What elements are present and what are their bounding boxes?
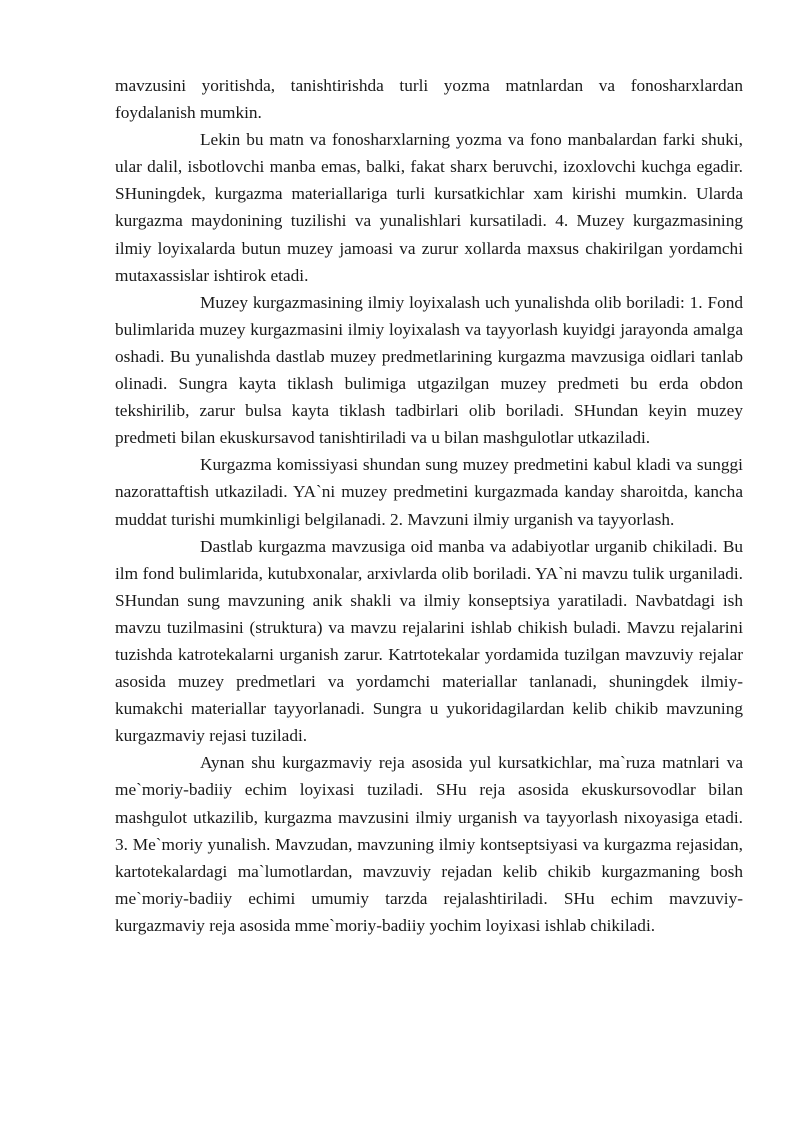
paragraph-3: Muzey kurgazmasining ilmiy loyixalash uch yunalishda olib boriladi: 1. Fond bulimlarida muzey kurgazmasini ilmiy loyixalash va tayyorlash kuyidgi jarayonda amalga oshadi. Bu yunalishda dastlab muzey predmetlarining kurgazma mavzusiga oidlari tanlab olinadi. Sungra kayta tiklash bulimiga utgazilgan muzey predmeti bu erda obdon tekshirilib, zarur bulsa kayta tiklash tadbirlari olib boriladi. SHundan keyin muzey predmeti bilan ekuskursavod tanishtiriladi va u bilan mashgulotlar utkaziladi. <box>115 292 743 448</box>
paragraph-2: Lekin bu matn va fonosharxlarning yozma va fono manbalardan farki shuki, ular dalil, isbotlovchi manba emas, balki, fakat sharx beruvchi, izoxlovchi kuchga egadir. SHuningdek, kurgazma materiallariga turli kursatkichlar xam kirishi mumkin. Ularda kurgazma maydonining tuzilishi va yunalishlari kursatiladi. 4. Muzey kurgazmasining ilmiy loyixalarda butun muzey jamoasi va zurur xollarda maxsus chakirilgan yordamchi mutaxassislar ishtirok etadi. <box>115 130 743 285</box>
paragraph-5: Dastlab kurgazma mavzusiga oid manba va adabiyotlar urganib chikiladi. Bu ilm fond bulimlarida, kutubxonalar, arxivlarda olib boriladi. YA`ni mavzu tulik urganiladi. SHundan sung mavzuning anik shakli va ilmiy konseptsiya yaratiladi. Navbatdagi ish mavzu tuzilmasini (struktura) va mavzu rejalarini ishlab chikish buladi. Mavzu rejalarini tuzishda katrotekalarni urganish zarur. Katrtotekalar yordamida tuzilgan mavzuviy rejalar asosida muzey predmetlari va yordamchi materiallar tanlanadi, shuningdek ilmiy-kumakchi materiallar tayyorlanadi. Sungra u yukoridagilardan kelib chikib mavzuning kurgazmaviy rejasi tuziladi. <box>115 536 743 746</box>
document-page <box>115 72 743 939</box>
paragraph-6: Aynan shu kurgazmaviy reja asosida yul kursatkichlar, ma`ruza matnlari va me`moriy-badiiy echim loyixasi tuziladi. SHu reja asosida ekuskursovodlar bilan mashgulot utkazilib, kurgazma mavzusini ilmiy urganish va tayyorlash nixoyasiga etadi. 3. Me`moriy yunalish. Mavzudan, mavzuning ilmiy kontseptsiyasi va kurgazma rejasidan, kartotekalardagi ma`lumotlardan, mavzuviy rejadan kelib chikib kurgazmaning bosh me`moriy-badiiy echimi umumiy tarzda rejalashtiriladi. SHu echim mavzuviy-kurgazmaviy reja asosida mme`moriy-badiiy yochim loyixasi ishlab chikiladi. <box>115 753 743 935</box>
paragraph-1: mavzusini yoritishda, tanishtirishda turli yozma matnlardan va fonosharxlardan foydalanish mumkin. <box>115 76 743 123</box>
paragraph-4: Kurgazma komissiyasi shundan sung muzey predmetini kabul kladi va sunggi nazorattaftish utkaziladi. YA`ni muzey predmetini kurgazmada kanday sharoitda, kancha muddat turishi mumkinligi belgilanadi. 2. Mavzuni ilmiy urganish va tayyorlash. <box>115 455 743 529</box>
